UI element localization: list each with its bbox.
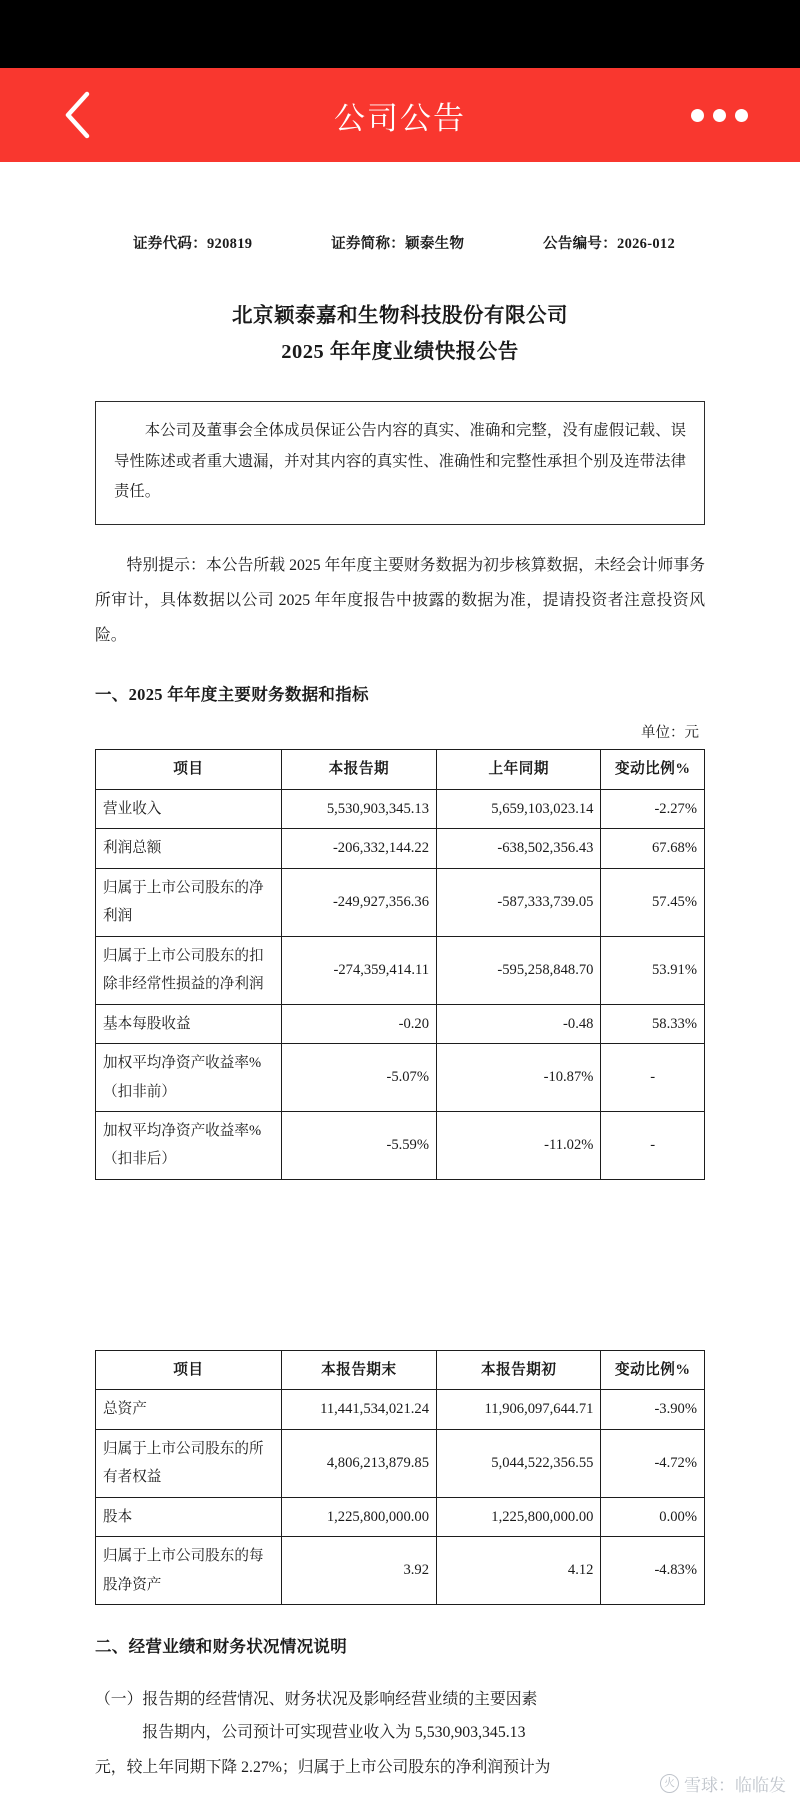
cell-current: -274,359,414.11 bbox=[281, 936, 436, 1004]
operating-results-paragraph-line2: 元，较上年同期下降 2.27%；归属于上市公司股东的净利润预计为 bbox=[95, 1758, 551, 1776]
column-header-current: 本报告期 bbox=[281, 750, 436, 789]
app-bar bbox=[0, 68, 800, 162]
announcement-number: 公告编号：2026-012 bbox=[543, 236, 675, 252]
cell-current: 1,225,800,000.00 bbox=[281, 1497, 436, 1536]
column-header-period-end: 本报告期末 bbox=[281, 1350, 436, 1389]
table-row bbox=[96, 1537, 705, 1605]
security-code: 证券代码：920819 bbox=[133, 236, 253, 252]
document-title-company: 北京颖泰嘉和生物科技股份有限公司 bbox=[232, 305, 568, 327]
cell-change: -3.90% bbox=[601, 1390, 705, 1429]
cell-change: -2.27% bbox=[601, 789, 705, 828]
cell-previous: 4.12 bbox=[437, 1537, 601, 1605]
table-row bbox=[96, 1390, 705, 1429]
table-row bbox=[96, 789, 705, 828]
column-header-period-start: 本报告期初 bbox=[437, 1350, 601, 1389]
unit-label: 单位：元 bbox=[641, 725, 699, 742]
table-annual-financial-indicators bbox=[95, 749, 705, 1179]
cell-previous: 5,659,103,023.14 bbox=[437, 789, 601, 828]
cell-previous: -595,258,848.70 bbox=[437, 936, 601, 1004]
cell-item: 股本 bbox=[96, 1497, 282, 1536]
cell-change: 0.00% bbox=[601, 1497, 705, 1536]
table-row bbox=[96, 936, 705, 1004]
cell-change: - bbox=[601, 1044, 705, 1112]
cell-item: 加权平均净资产收益率%（扣非后） bbox=[96, 1111, 282, 1179]
page-title: 公司公告 bbox=[334, 100, 466, 136]
cell-previous: -587,333,739.05 bbox=[437, 868, 601, 936]
cell-change: 67.68% bbox=[601, 829, 705, 868]
chevron-left-icon bbox=[68, 94, 87, 136]
cell-item: 加权平均净资产收益率%（扣非前） bbox=[96, 1044, 282, 1112]
watermark-text: 雪球：临临发 bbox=[684, 1775, 786, 1795]
table-row bbox=[96, 829, 705, 868]
cell-previous: 11,906,097,644.71 bbox=[437, 1390, 601, 1429]
table-header-row bbox=[96, 1350, 705, 1389]
cell-previous: 1,225,800,000.00 bbox=[437, 1497, 601, 1536]
security-short-name: 证券简称：颖泰生物 bbox=[331, 236, 465, 252]
cell-previous: -0.48 bbox=[437, 1004, 601, 1043]
operating-results-paragraph-line1: 报告期内，公司预计可实现营业收入为 5,530,903,345.13 bbox=[142, 1724, 526, 1742]
cell-item: 利润总额 bbox=[96, 829, 282, 868]
cell-current: 11,441,534,021.24 bbox=[281, 1390, 436, 1429]
cell-current: -5.59% bbox=[281, 1111, 436, 1179]
cell-change: -4.72% bbox=[601, 1429, 705, 1497]
section-heading-financial-data: 一、2025 年年度主要财务数据和指标 bbox=[95, 685, 369, 705]
table-row bbox=[96, 1111, 705, 1179]
cell-current: 3.92 bbox=[281, 1537, 436, 1605]
cell-current: -0.20 bbox=[281, 1004, 436, 1043]
cell-item: 营业收入 bbox=[96, 789, 282, 828]
cell-current: -249,927,356.36 bbox=[281, 868, 436, 936]
cell-item: 归属于上市公司股东的扣除非经常性损益的净利润 bbox=[96, 936, 282, 1004]
table-row bbox=[96, 868, 705, 936]
cell-item: 基本每股收益 bbox=[96, 1004, 282, 1043]
document-title-subject: 2025 年年度业绩快报公告 bbox=[281, 340, 519, 363]
section-heading-operating-results: 二、经营业绩和财务状况情况说明 bbox=[95, 1637, 347, 1657]
cell-previous: -11.02% bbox=[437, 1111, 601, 1179]
column-header-item: 项目 bbox=[96, 1350, 282, 1389]
cell-item: 归属于上市公司股东的每股净资产 bbox=[96, 1537, 282, 1605]
column-header-change: 变动比例% bbox=[601, 750, 705, 789]
cell-change: 58.33% bbox=[601, 1004, 705, 1043]
document-title bbox=[95, 299, 705, 371]
more-horizontal-icon-dot bbox=[735, 109, 748, 122]
column-header-previous: 上年同期 bbox=[437, 750, 601, 789]
column-header-change: 变动比例% bbox=[601, 1350, 705, 1389]
cell-item: 归属于上市公司股东的所有者权益 bbox=[96, 1429, 282, 1497]
table-row bbox=[96, 1004, 705, 1043]
table-row bbox=[96, 1044, 705, 1112]
cell-previous: -10.87% bbox=[437, 1044, 601, 1112]
special-notice-paragraph: 特别提示：本公告所载 2025 年年度主要财务数据为初步核算数据，未经会计师事务所审计，具体数据以公司 2025 年年度报告中披露的数据为准，提请投资者注意投资风险。 bbox=[95, 557, 705, 644]
table-balance-sheet-indicators bbox=[95, 1350, 705, 1605]
cell-current: -5.07% bbox=[281, 1044, 436, 1112]
back-button[interactable] bbox=[50, 87, 106, 143]
table-header-row bbox=[96, 750, 705, 789]
more-horizontal-icon-dot bbox=[713, 109, 726, 122]
announcement-document bbox=[0, 162, 800, 1806]
subsection-heading-operating-situation: （一）报告期的经营情况、财务状况及影响经营业绩的主要因素 bbox=[95, 1691, 538, 1709]
table-row bbox=[96, 1429, 705, 1497]
cell-change: -4.83% bbox=[601, 1537, 705, 1605]
table-row bbox=[96, 1497, 705, 1536]
disclaimer-box: 本公司及董事会全体成员保证公告内容的真实、准确和完整，没有虚假记载、误导性陈述或者重大遗漏，并对其内容的真实性、准确性和完整性承担个别及连带法律责任。 bbox=[95, 401, 705, 525]
xueqiu-logo-icon: 火 bbox=[660, 1774, 679, 1793]
more-options-button[interactable] bbox=[691, 109, 748, 122]
cell-change: - bbox=[601, 1111, 705, 1179]
more-horizontal-icon-dot bbox=[691, 109, 704, 122]
cell-current: 5,530,903,345.13 bbox=[281, 789, 436, 828]
cell-change: 53.91% bbox=[601, 936, 705, 1004]
status-bar bbox=[0, 0, 800, 68]
cell-current: 4,806,213,879.85 bbox=[281, 1429, 436, 1497]
document-meta-line bbox=[95, 232, 705, 253]
cell-previous: -638,502,356.43 bbox=[437, 829, 601, 868]
cell-change: 57.45% bbox=[601, 868, 705, 936]
cell-previous: 5,044,522,356.55 bbox=[437, 1429, 601, 1497]
table-spacer bbox=[95, 1180, 705, 1350]
column-header-item: 项目 bbox=[96, 750, 282, 789]
cell-item: 归属于上市公司股东的净利润 bbox=[96, 868, 282, 936]
cell-item: 总资产 bbox=[96, 1390, 282, 1429]
cell-current: -206,332,144.22 bbox=[281, 829, 436, 868]
